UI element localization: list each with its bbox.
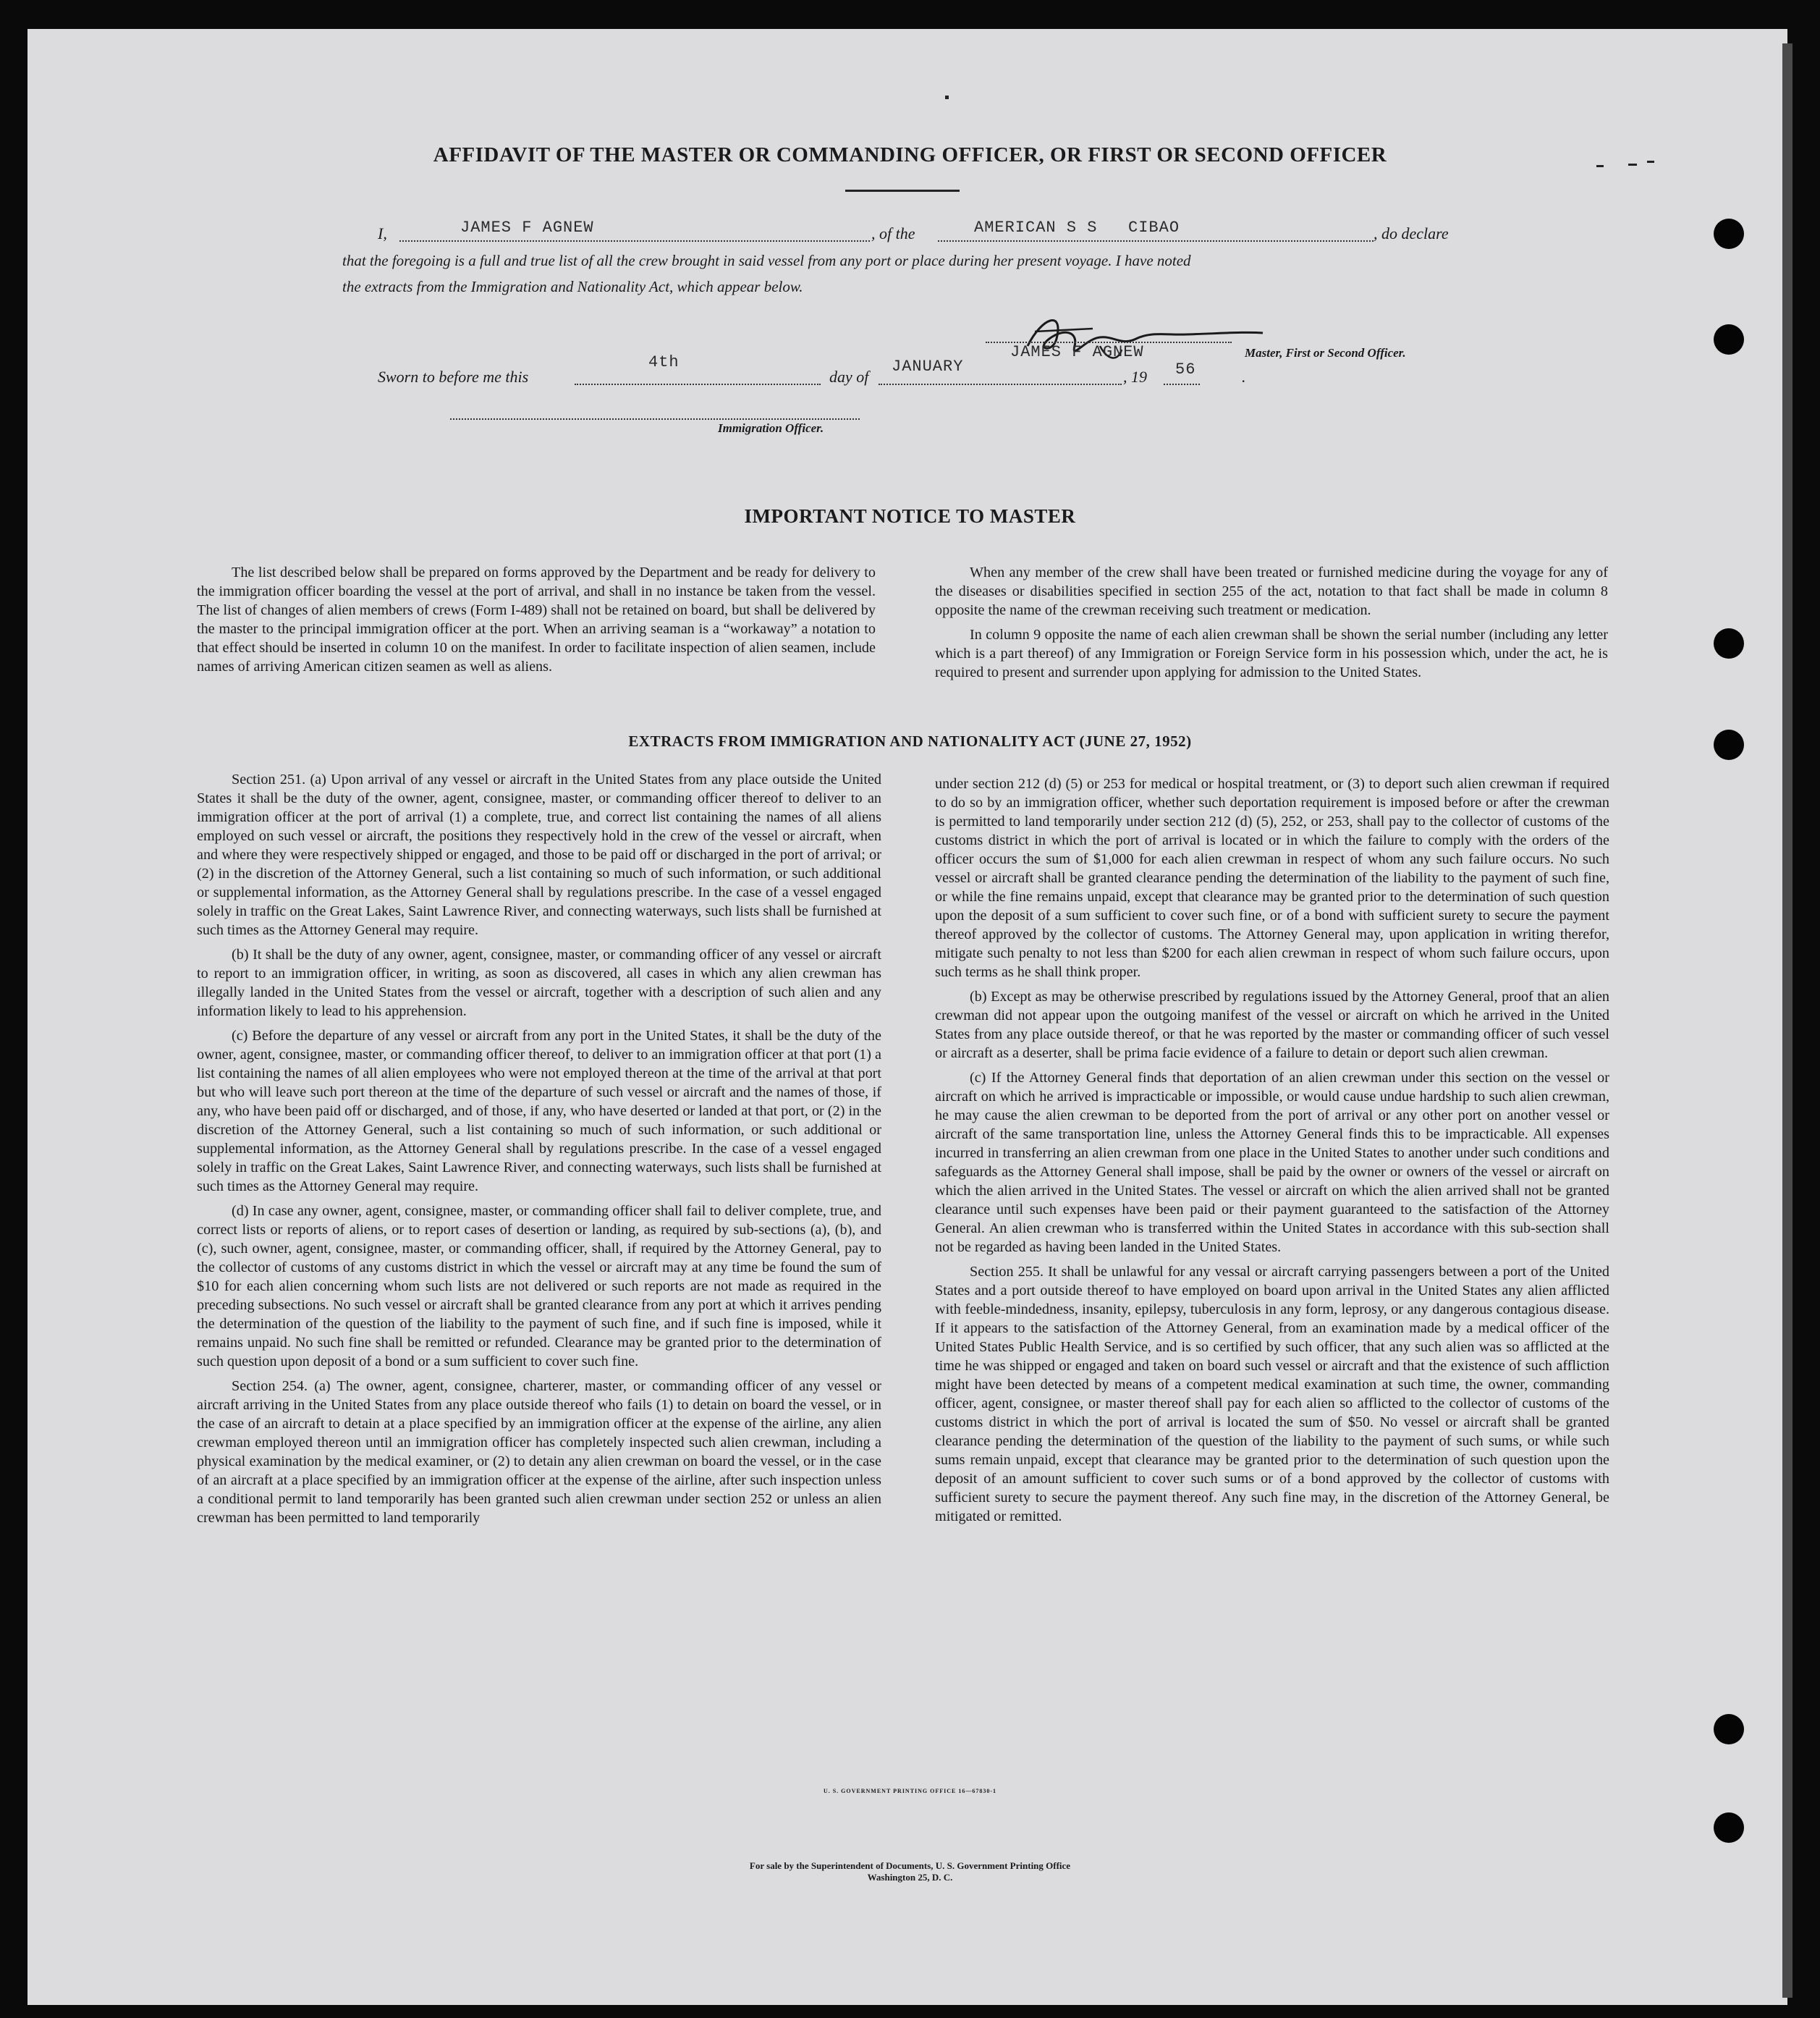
- section-251-c: (c) Before the departure of any vessel or aircraft from any port in the United States, it shall be the duty of the owner, agent, consignee, master, or commanding officer thereof, to deliver to an immigration officer at that port (1) a list containing the names of all alien employees who were not employed thereon at the time of the arrival at that port but who will leave such port thereon at the time of the departure of such vessel or aircraft and the names of those, if any, who have been paid off or discharged, and of those, if any, who have deserted or landed at that port, or (2) in the discretion of the Attorney General, such a list containing so much of such information, or such additional or supplemental information, as the Attorney General shall by regulations prescribe. In the case of a vessel engaged solely in traffic on the Great Lakes, Saint Lawrence River, and connecting waterways, such lists shall be furnished at such times as the Attorney General may require.: [197, 1028, 881, 1194]
- notice-left-paragraph: The list described below shall be prepared on forms approved by the Department and be ready for delivery to the immigration officer boarding the vessel at the port of arrival, and shall in no instance be taken from the vessel. The list of changes of alien members of crews (Form I-489) shall not be retained on board, but shall be delivered by the master to the principal immigration officer at the port. When an arriving seaman is a “workaway” a notation to that effect should be inserted in column 10 on the manifest. In order to facilitate inspection of alien seamen, include names of arriving American citizen seamen as well as aliens.: [197, 565, 876, 675]
- affidavit-title: AFFIDAVIT OF THE MASTER OR COMMANDING OFFICER, OR FIRST OR SECOND OFFICER: [433, 143, 1387, 166]
- day-of-label: day of: [829, 368, 869, 386]
- title-rule: [845, 190, 960, 192]
- year-field: 56: [1175, 360, 1196, 379]
- page-edge: [1782, 43, 1793, 1998]
- punch-hole: [1714, 628, 1744, 659]
- notice-right-paragraph-1: When any member of the crew shall have been treated or furnished medicine during the voyage for any of the diseases or disabilities specified in section 255 of the act, notation to that fact shall be made in column 8 opposite the name of the crewman receiving such treatment or medication.: [935, 565, 1608, 618]
- gpo-imprint: U. S. GOVERNMENT PRINTING OFFICE 16—67830-1: [823, 1788, 997, 1794]
- section-255: Section 255. It shall be unlawful for any vessal or aircraft carrying passengers between a port of the United States and a port outside thereof to have employed on board upon arrival in the United States any alien afflicted with feeble-mindedness, insanity, epilepsy, tuberculosis in any form, leprosy, or any dangerous contagious disease. If it appears to the satisfaction of the Attorney General, from an examination made by a medical officer of the United States Public Health Service, and is so certified by such officer, that any such alien was so afflicted at the time he was shipped or engaged and taken on board such vessel or aircraft and that the existence of such affliction might have been detected by means of a competent medical examination at such time, the owner, commanding officer, agent, consignee, or master thereof shall pay for each alien so afflicted to the collector of customs of the customs district in which the port of arrival is located the sum of $50. No vessel or aircraft shall be granted clearance pending the determination of the question of the liability to the payment of such sums, or while such sums remain unpaid, except that clearance may be granted prior to the determination of such question upon the deposit of an amount sufficient to cover such sums or of a bond approved by the collector of customs with sufficient surety to secure the payment thereof. Any such fine may, in the discretion of the Attorney General, be mitigated or remitted.: [935, 1264, 1609, 1524]
- section-251-b: (b) It shall be the duty of any owner, agent, consignee, master, or commanding officer of any vessel or aircraft to report to an immigration officer, in writing, as soon as discovered, all cases in which any alien crewman has illegally landed in the United States from the vessel or aircraft, together with a description of such alien and any information likely to lead to his apprehension.: [197, 947, 881, 1019]
- day-field: 4th: [648, 353, 680, 371]
- notice-title: IMPORTANT NOTICE TO MASTER: [744, 505, 1076, 527]
- section-254-a: Section 254. (a) The owner, agent, consignee, charterer, master, or commanding officer of any vessel or aircraft arriving in the United States from any place outside thereof who fails (1) to detain on board the vessel, or in the case of an aircraft to detain at a place specified by an immigration officer at the expense of the airline, any alien crewman employed thereon until an immigration officer has completely inspected such alien crewman, including a physical examination by the medical examiner, or (2) to detain any alien crewman on board the vessel, or in the case of an aircraft at a place specified by an immigration officer at the expense of the airline, after such inspection unless a conditional permit to land temporarily has been granted such alien crewman under section 252 or unless an alien crewman has been permitted to land temporarily: [197, 1378, 881, 1526]
- of-the-label: , of the: [871, 224, 915, 242]
- i-label: I,: [378, 224, 387, 242]
- immigration-officer-line: [450, 418, 860, 420]
- punch-hole: [1714, 1812, 1744, 1843]
- punch-hole: [1714, 1714, 1744, 1744]
- vessel-field-line: [938, 240, 1374, 242]
- sale-line-1: For sale by the Superintendent of Documents, U. S. Government Printing Office: [749, 1860, 1071, 1871]
- year-period: .: [1242, 368, 1246, 386]
- affidavit-line-3: the extracts from the Immigration and Nationality Act, which appear below.: [342, 278, 803, 295]
- punch-hole: [1714, 324, 1744, 355]
- section-254-c: (c) If the Attorney General finds that deportation of an alien crewman under this section on the vessel or aircraft on which he arrived is impracticable or impossible, or would cause undue hardship to such alien crewman, he may cause the alien crewman to be deported from the port of arrival or any other port on another vessel or aircraft of the same transportation line, unless the Attorney General finds this to be impracticable. All expenses incurred in transferring an alien crewman from one place in the United States to another under such conditions and safeguards as the Attorney General shall impose, shall be paid by the owner or owners of the vessel or aircraft on which the alien arrived in the United States. The vessel or aircraft on which the alien arrived shall not be granted clearance until such expenses have been paid or their payment guaranteed to the satisfaction of the Attorney General. An alien crewman who is transferred within the United States in accordance with this sub-section shall not be regarded as having been landed in the United States.: [935, 1070, 1609, 1255]
- sale-line-2: Washington 25, D. C.: [867, 1872, 953, 1883]
- section-254-b: (b) Except as may be otherwise prescribed by regulations issued by the Attorney General, proof that an alien crewman did not appear upon the outgoing manifest of the vessel or aircraft on which he arrived in the United States from any place outside thereof, or that he was reported by the master or commanding officer of such vessel or aircraft as a deserter, shall be prima facie evidence of a failure to detain or deport such alien crewman.: [935, 989, 1609, 1061]
- immigration-officer-label: Immigration Officer.: [718, 421, 824, 435]
- year-field-line: [1164, 384, 1200, 385]
- day-field-line: [575, 384, 821, 385]
- month-field-line: [879, 384, 1122, 385]
- notice-right-column: [935, 563, 1608, 688]
- extracts-left-column: [197, 770, 881, 1533]
- month-field: JANUARY: [892, 358, 964, 376]
- notice-left-column: [197, 563, 876, 682]
- speck: [945, 96, 949, 99]
- master-label: Master, First or Second Officer.: [1245, 346, 1406, 360]
- extracts-right-column: [935, 774, 1609, 1532]
- name-field-line: [399, 240, 870, 242]
- sale-notice: [0, 1860, 1820, 1883]
- section-251-a: Section 251. (a) Upon arrival of any vessel or aircraft in the United States from any place outside the United States it shall be the duty of the owner, agent, consignee, master, or commanding officer thereof to deliver to an immigration officer at the port of arrival (1) a complete, true, and correct list containing the names of all aliens employed on such vessel or aircraft, the positions they respectively hold in the crew of the vessel or aircraft, when and where they were respectively shipped or engaged, and those to be paid off or discharged in the port of arrival; or (2) in the discretion of the Attorney General, such a list containing so much of such information, or such additional or supplemental information, as the Attorney General shall by regulations prescribe. In the case of a vessel engaged solely in traffic on the Great Lakes, Saint Lawrence River, and connecting waterways, such lists shall be furnished at such times as the Attorney General may require.: [197, 772, 881, 938]
- punch-hole: [1714, 219, 1744, 249]
- signer-typed-name: JAMES F AGNEW: [1010, 343, 1144, 361]
- section-254-a-continued: under section 212 (d) (5) or 253 for medical or hospital treatment, or (3) to deport such alien crewman if required to do so by an immigration officer, whether such deportation requirement is imposed before or after the crewman is permitted to land temporarily under section 212 (d) (5), 252, or 253, shall pay to the collector of customs of the customs district in which the port of arrival is located or in which the failure to comply with the orders of the officer occurs the sum of $1,000 for each alien crewman in respect of whom any such failure occurs. No such vessel or aircraft shall be granted clearance pending the determination of the liability to the payment of such fine, or while the fine remains unpaid, except that clearance may be granted prior to the determination of such question upon the deposit of a sum sufficient to cover such fine, or of a bond with sufficient surety to secure the payment thereof approved by the collector of customs. The Attorney General may, upon application in writing therefor, mitigate such penalty to not less than $200 for each alien crewman in respect of whom such failure occurs, upon such terms as he shall think proper.: [935, 776, 1609, 980]
- section-251-d: (d) In case any owner, agent, consignee, master, or commanding officer shall fail to deliver complete, true, and correct lists or reports of aliens, or to report cases of desertion or landing, as required by sub-sections (a), (b), and (c), such owner, agent, consignee, master, or commanding officer, shall, if required by the Attorney General, pay to the collector of customs of any customs district in which the vessel or aircraft may at any time be found the sum of $10 for each alien concerning whom such lists are not delivered or such reports are not made as required in the preceding subsections. No such vessel or aircraft shall be granted clearance from any port at which it arrives pending the determination of the question of the liability to the payment of such fine, and if such fine is imposed, while it remains unpaid. No such fine shall be remitted or refunded. Clearance may be granted prior to the determination of such question upon deposit of a bond or a sum sufficient to cover such fine.: [197, 1203, 881, 1369]
- do-declare-label: , do declare: [1374, 224, 1449, 242]
- year-prefix: , 19: [1123, 368, 1147, 386]
- name-field: JAMES F AGNEW: [460, 219, 594, 237]
- notice-right-paragraph-2: In column 9 opposite the name of each alien crewman shall be shown the serial number (including any letter which is a part thereof) of any Immigration or Foreign Service form in his possession which, under the act, he is required to present and surrender upon applying for admission to the United States.: [935, 627, 1608, 680]
- sworn-label: Sworn to before me this: [378, 368, 529, 386]
- extracts-title: EXTRACTS FROM IMMIGRATION AND NATIONALITY ACT (JUNE 27, 1952): [628, 733, 1192, 750]
- affidavit-line-2: that the foregoing is a full and true list of all the crew brought in said vessel from any port or place during her present voyage. I have noted: [342, 252, 1191, 269]
- vessel-field: AMERICAN S S CIBAO: [974, 219, 1180, 237]
